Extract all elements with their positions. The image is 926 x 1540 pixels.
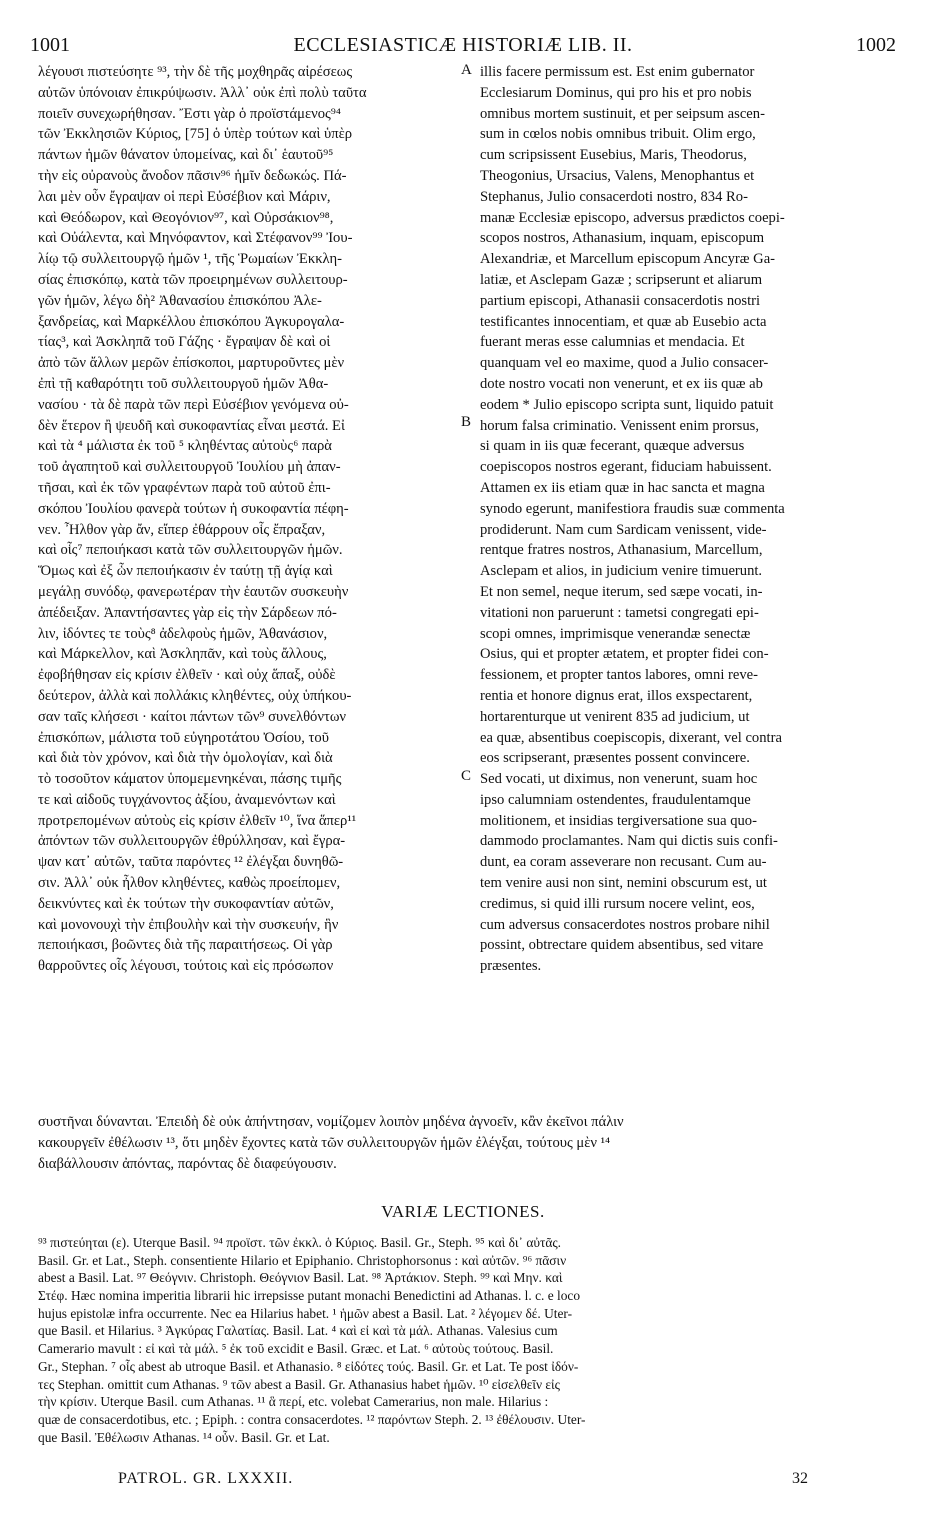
greek-line: πεποιήκασι, βοῶντες διὰ τῆς παραιτήσεως. Οἱ γὰρ: [38, 937, 333, 954]
note-line: τες Stephan. omittit cum Athanas. ⁹ τῶν abest a Basil. Gr. Athanasius habet ἡμῶν. ¹⁰ εἰσελθεῖν εἰς: [38, 1376, 560, 1392]
variant-readings-notes: [38, 1234, 892, 1446]
variae-lectiones-title: VARIÆ LECTIONES.: [381, 1202, 545, 1221]
latin-line: prodiderunt. Nam cum Sardicam venissent, vide-: [480, 521, 767, 538]
latin-line: Et non semel, neque iterum, sed sæpe vocati, in-: [480, 583, 763, 600]
greek-line: ἐφοβήθησαν εἰς κρίσιν ἐλθεῖν · καὶ οὐχ ἅπαξ, οὐδὲ: [38, 667, 336, 684]
latin-line: eodem * Julio episcopo scripta sunt, liquido patuit: [480, 396, 774, 413]
latin-line: tem venire ausi non sint, nemini obscurum est, ut: [480, 875, 767, 892]
greek-line: δεύτερον, ἀλλὰ καὶ πολλάκις κληθέντες, οὐχ ὑπήκου-: [38, 687, 352, 704]
latin-line: synodo egerunt, manifestiora fraudis suæ commenta: [480, 500, 785, 517]
latin-line: testificantes innocentiam, et quæ ab Eusebio acta: [480, 313, 767, 330]
greek-line: καὶ Μάρκελλον, καὶ Ἀσκληπᾶν, καὶ τοὺς ἄλλους,: [38, 646, 327, 663]
latin-line: cum scripsissent Eusebius, Maris, Theodorus,: [480, 147, 747, 164]
full-width-line: κακουργεῖν ἐθέλωσιν ¹³, ὅτι μηδὲν ἔχοντες κατὰ τῶν συλλειτουργῶν ἡμῶν ἐλέγξαι, τούτους μὲν ¹⁴: [38, 1134, 611, 1151]
note-line: ⁹³ πιστεύηται (ε). Uterque Basil. ⁹⁴ προϊστ. τῶν ἐκκλ. ὁ Κύριος. Basil. Gr., Steph. ⁹⁵ καὶ δι᾽ αὐτᾶς.: [38, 1235, 562, 1250]
greek-line: καὶ διὰ τὸν χρόνον, καὶ διὰ τὴν ὁμολογίαν, καὶ διὰ: [38, 750, 333, 767]
latin-line: eos scripserant, præsentes possent convincere.: [480, 750, 750, 767]
latin-line: dammodo proclamantes. Nam qui dictis suis confi-: [480, 833, 778, 850]
latin-line: si quam in iis quæ fecerant, quæque adversus: [480, 438, 745, 455]
latin-line: Theogonius, Ursacius, Valens, Menophantus et: [480, 167, 755, 184]
note-line: Basil. Gr. et Lat., Steph. consentiente Hilario et Epiphanio. Christophorsonus : καὶ αὐτῶν. ⁹⁶ πᾶσιν: [38, 1252, 567, 1268]
column-number-right: 1002: [856, 34, 896, 56]
greek-line: ξανδρείας, καὶ Μαρκέλλου ἐπισκόπου Ἀγκυρογαλα-: [38, 313, 345, 330]
greek-line: ποιεῖν συνεχωρήθησαν. Ἔστι γὰρ ὁ προϊστάμενος⁹⁴: [38, 105, 341, 122]
greek-line: σιν. Ἀλλ᾽ οὐκ ἦλθον κληθέντες, καθὼς προείπομεν,: [38, 875, 341, 892]
greek-line: τοῦ ἀγαπητοῦ καὶ συλλειτουργοῦ Ἰουλίου μὴ ἀπαν-: [38, 459, 341, 476]
full-width-line: διαβάλλουσιν ἀπόντας, παρόντας δὲ διαφεύγουσιν.: [38, 1155, 337, 1172]
latin-line: rentque fratres nostros, Athanasium, Marcellum,: [480, 542, 763, 559]
latin-line: cum adversus consacerdotes nostros probare nihil: [480, 916, 770, 933]
latin-line: molitionem, et insidias tergiversatione sua quo-: [480, 812, 757, 829]
note-line: que Basil. et Hilarius. ³ Ἀγκύρας Γαλατίας. Basil. Lat. ⁴ καὶ εἰ καὶ τὰ μάλ. Athanas. Valesius cum: [38, 1323, 558, 1339]
latin-line: vitationi non paruerunt : tametsi congregati epi-: [480, 604, 759, 621]
latin-line: dunt, ea coram asseverare non recusant. Cum au-: [480, 854, 767, 871]
greek-line: δὲν ἕτερον ἢ ψευδῆ καὶ συκοφαντίας εἶναι μεστά. Εἰ: [38, 417, 345, 434]
latin-line: Attamen ex iis etiam quæ in hac sancta et magna: [480, 479, 765, 496]
greek-line: μεγάλῃ συνόδῳ, φανερωτέραν τὴν ἑαυτῶν συσκευὴν: [38, 583, 349, 600]
latin-line: quanquam vel eo maxime, quod a Julio consacer-: [480, 355, 769, 372]
margin-marker-c: C: [461, 768, 472, 784]
greek-column: [38, 62, 468, 977]
latin-line: illis facere permissum est. Est enim gubernator: [480, 64, 755, 80]
greek-line: ἐπὶ τῇ καθαρότητι τοῦ συλλειτουργοῦ ἡμῶν Ἀθα-: [38, 375, 329, 392]
note-line: hujus epistolæ infra occurrente. Nec ea Hilarius habet. ¹ ἡμῶν abest a Basil. Lat. ² λέγομεν δέ. Uter-: [38, 1305, 573, 1321]
note-line: Στέφ. Hæc nomina imperitia librarii hic irrepsisse putant monachi Benedictini ad Athanas. l. c. e loco: [38, 1288, 581, 1304]
note-line: quæ de consacerdotibus, etc. ; Epiph. : contra consacerdotes. ¹² παρόντων Steph. 2. ¹³ ἐθέλουσιν. Uter-: [38, 1411, 586, 1427]
latin-line: Osius, qui et propter ætatem, et propter fidei con-: [480, 646, 769, 663]
greek-line: καὶ τὰ ⁴ μάλιστα ἐκ τοῦ ⁵ κληθέντας αὐτοὺς⁶ παρὰ: [38, 438, 332, 455]
greek-line: θαρροῦντες οἷς λέγουσι, τούτοις καὶ εἰς πρόσωπον: [38, 958, 334, 975]
latin-line: scopi omnes, imprimisque venerandæ senectæ: [480, 625, 751, 642]
note-line: Camerario mavult : εἰ καὶ τὰ μάλ. ⁵ ἐκ τοῦ excidit e Basil. Græc. et Lat. ⁶ αὐτοὺς τούτους. Basil.: [38, 1341, 554, 1357]
full-width-text: [38, 1112, 892, 1174]
latin-line: sum in cœlos nobis omnibus tribuit. Olim ergo,: [480, 126, 756, 143]
greek-line: αὐτῶν ὑπόνοιαν ἐπικρύψωσιν. Ἀλλ᾽ οὐκ ἐπὶ πολὺ ταῦτα: [38, 84, 367, 101]
greek-line: πάντων ἡμῶν θάνατον ὑπομείνας, καὶ δι᾽ ἑαυτοῦ⁹⁵: [38, 147, 334, 164]
greek-line: τίας³, καὶ Ἀσκληπᾶ τοῦ Γάζης · ἔγραψαν δὲ καὶ οἱ: [38, 334, 331, 351]
greek-line: τὸ τοσοῦτον κάματον ὑπομεμενηκέναι, πάσης τιμῆς: [38, 771, 342, 788]
margin-marker-b: B: [461, 414, 472, 430]
latin-line: dote nostro vocati non venerunt, et ex iis quæ ab: [480, 375, 763, 392]
greek-line: τὴν εἰς οὐρανοὺς ἄνοδον πᾶσιν⁹⁶ ἡμῖν δεδωκώς. Πά-: [38, 167, 347, 184]
latin-line: partium episcopi, Athanasii consacerdotis nostri: [480, 292, 761, 309]
greek-line: καὶ Θεόδωρον, καὶ Θεογόνιον⁹⁷, καὶ Οὐρσάκιον⁹⁸,: [38, 209, 334, 226]
latin-line: scopos nostros, Athanasium, inquam, episcopum: [480, 230, 765, 247]
latin-line: Ecclesiarum Dominus, qui pro his et pro nobis: [480, 84, 752, 101]
latin-line: Stephanus, Julio consacerdoti nostro, 834 Ro-: [480, 188, 748, 205]
greek-line: νεν. Ἦλθον γὰρ ἄν, εἴπερ ἐθάρρουν οἷς ἔπραξαν,: [38, 521, 326, 538]
margin-marker-a: A: [461, 62, 472, 78]
latin-line: Asclepam et alios, in judicium venire timuerunt.: [480, 563, 763, 580]
latin-line: ipso calumniam ostendentes, fraudulentamque: [480, 791, 751, 808]
greek-line: ἀπέδειξαν. Ἀπαντήσαντες γὰρ εἰς τὴν Σάρδεων πό-: [38, 604, 337, 621]
greek-line: προτρεπομένων αὐτοὺς εἰς κρίσιν ἐλθεῖν ¹⁰, ἵνα ἅπερ¹¹: [38, 812, 357, 829]
latin-line: horum falsa criminatio. Venissent enim prorsus,: [480, 417, 759, 434]
latin-line: Alexandriæ, et Marcellum episcopum Ancyræ Ga-: [480, 251, 776, 268]
greek-line: καὶ οἷς⁷ πεποιήκασι κατὰ τῶν συλλειτουργῶν ἡμῶν.: [38, 542, 343, 559]
greek-line: καὶ Οὐάλεντα, καὶ Μηνόφαντον, καὶ Στέφανον⁹⁹ Ἰου-: [38, 230, 353, 247]
latin-line: credimus, si quid illi rursum nocere velint, eos,: [480, 895, 755, 912]
greek-line: ψαν κατ᾽ αὐτῶν, ταῦτα παρόντες ¹² ἐλέγξαι δυνηθῶ-: [38, 854, 344, 871]
latin-line: hortarenturque ut venirent 835 ad judicium, ut: [480, 708, 750, 725]
greek-line: νασίου · τὰ δὲ παρὰ τῶν περὶ Εὐσέβιον γενόμενα οὐ-: [38, 396, 349, 413]
latin-line: fuerant meras esse calumnias et mendacia. Et: [480, 334, 745, 351]
greek-line: λαι μὲν οὖν ἔγραψαν οἱ περὶ Εὐσέβιον καὶ Μάριν,: [38, 188, 331, 205]
page-footer: [118, 1470, 808, 1492]
latin-line: possint, obtrectare quidem absentibus, sed vitare: [480, 937, 764, 954]
footer-page-number: 32: [792, 1470, 808, 1487]
greek-line: σαν ταῖς κλήσεσι · καίτοι πάντων τῶν⁹ συνελθόντων: [38, 708, 347, 725]
greek-line: λιν, ἰδόντες τε τοὺς⁸ ἀδελφοὺς ἡμῶν, Ἀθανάσιον,: [38, 625, 328, 642]
running-title: ECCLESIASTICÆ HISTORIÆ LIB. II.: [293, 34, 633, 56]
latin-line: Sed vocati, ut diximus, non venerunt, suam hoc: [480, 771, 758, 788]
latin-line: rentia et honore dignus erat, illos exspectarent,: [480, 687, 753, 704]
greek-line: λίῳ τῷ συλλειτουργῷ ἡμῶν ¹, τῆς Ῥωμαίων Ἐκκλη-: [38, 251, 342, 268]
latin-column: [480, 62, 892, 977]
greek-line: ἀπὸ τῶν ἄλλων μερῶν ἐπίσκοποι, μαρτυροῦντες μὲν: [38, 355, 345, 372]
latin-line: manæ Ecclesiæ episcopo, adversus prædictos coepi-: [480, 209, 785, 226]
note-line: abest a Basil. Lat. ⁹⁷ Θεόγνιν. Christoph. Θεόγνιον Basil. Lat. ⁹⁸ Ἀρτάκιον. Steph. ⁹⁹ καὶ Μην. καὶ: [38, 1270, 563, 1286]
latin-line: omnibus mortem sustinuit, et per seipsum ascen-: [480, 105, 765, 122]
greek-line: τῆσαι, καὶ ἐκ τῶν γραφέντων παρὰ τοῦ αὐτοῦ ἐπι-: [38, 479, 331, 496]
latin-line: fessionem, et propter tantos labores, omni reve-: [480, 667, 759, 684]
latin-line: ea quæ, absentibus coepiscopis, dixerant, vel contra: [480, 729, 782, 746]
note-line: Gr., Stephan. ⁷ οἷς abest ab utroque Basil. et Athanasio. ⁸ εἰδότες τούς. Basil. Gr. et Lat. Te post ἰδόν-: [38, 1358, 579, 1374]
greek-line: σίας ἐπισκόπῳ, κατὰ τῶν προειρημένων συλλειτουρ-: [38, 271, 348, 288]
footer-volume: PATROL. GR. LXXXII.: [118, 1470, 294, 1487]
note-line: que Basil. Ἐθέλωσιν Athanas. ¹⁴ οὖν. Basil. Gr. et Lat.: [38, 1429, 330, 1445]
greek-line: Ὅμως καὶ ἐξ ὧν πεποιήκασιν ἐν ταύτῃ τῇ ἁγίᾳ καὶ: [38, 563, 333, 580]
greek-line: σκόπου Ἰουλίου φανερὰ τούτων ἡ συκοφαντία πέφη-: [38, 500, 349, 517]
latin-line: latiæ, et Asclepam Gazæ ; scripserunt et aliarum: [480, 271, 763, 288]
greek-line: λέγουσι πιστεύσητε ⁹³, τὴν δὲ τῆς μοχθηρᾶς αἱρέσεως: [38, 64, 353, 80]
latin-line: præsentes.: [480, 958, 542, 975]
full-width-line: συστῆναι δύνανται. Ἐπειδὴ δὲ οὐκ ἀπήντησαν, νομίζομεν λοιπὸν μηδένα ἀγνοεῖν, κἂν ἐκεῖνοι πάλιν: [38, 1114, 624, 1130]
greek-line: γῶν ἡμῶν, λέγω δὴ² Ἀθανασίου ἐπισκόπου Ἀλε-: [38, 292, 322, 309]
note-line: τὴν κρίσιν. Uterque Basil. cum Athanas. ¹¹ ἃ περί, etc. volebat Camerarius, non male. Hilarius :: [38, 1394, 549, 1410]
latin-line: coepiscopos nostros egerant, fiduciam habuissent.: [480, 459, 772, 476]
greek-line: τε καὶ αἰδοῦς τυγχάνοντος ἀξίου, ἀναμενόντων καὶ: [38, 791, 336, 808]
greek-line: τῶν Ἐκκλησιῶν Κύριος, [75] ὁ ὑπὲρ τούτων καὶ ὑπὲρ: [38, 126, 353, 143]
greek-line: ἀπόντων τῶν συλλειτουργῶν ἐθρύλλησαν, καὶ ἔγρα-: [38, 833, 346, 850]
greek-line: δεικνύντες καὶ ἐκ τούτων τὴν συκοφαντίαν αὐτῶν,: [38, 895, 334, 912]
page-header: [30, 34, 896, 58]
greek-line: καὶ μονονουχὶ τὴν ἐπιβουλὴν καὶ τὴν συσκευήν, ἣν: [38, 916, 339, 933]
greek-line: ἐπισκόπων, μάλιστα τοῦ εὐγηροτάτου Ὀσίου, τοῦ: [38, 729, 329, 746]
column-number-left: 1001: [30, 34, 70, 56]
